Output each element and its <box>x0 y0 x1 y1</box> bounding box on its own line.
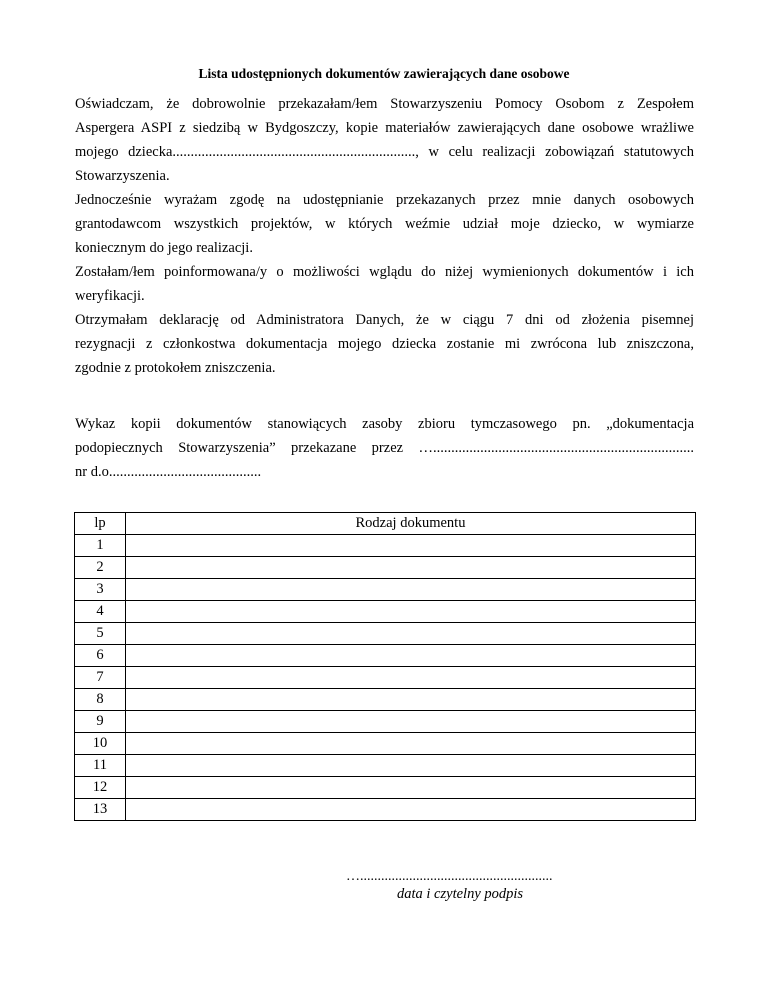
row-number: 1 <box>75 535 126 557</box>
document-type-cell[interactable] <box>126 623 696 645</box>
resignation-line-1: Otrzymałam deklarację od Administratora Danych, że w ciągu 7 dni od złożenia pisemnej <box>75 312 694 328</box>
table-row <box>75 755 696 777</box>
table-row <box>75 777 696 799</box>
document-type-cell[interactable] <box>126 799 696 821</box>
document-type-cell[interactable] <box>126 689 696 711</box>
information-line-2: weryfikacji. <box>75 288 145 304</box>
row-number: 5 <box>75 623 126 645</box>
document-type-cell[interactable] <box>126 667 696 689</box>
declaration-line-2: Aspergera ASPI z siedzibą w Bydgoszczy, kopie materiałów zawierających dane osobowe wrażliwe <box>75 120 694 136</box>
table-row <box>75 799 696 821</box>
row-number: 13 <box>75 799 126 821</box>
table-row <box>75 601 696 623</box>
declaration-line-4: Stowarzyszenia. <box>75 168 170 184</box>
document-title: Lista udostępnionych dokumentów zawierających dane osobowe <box>198 66 570 81</box>
table-row <box>75 623 696 645</box>
table-row <box>75 733 696 755</box>
table-row <box>75 579 696 601</box>
table-row <box>75 667 696 689</box>
table-row <box>75 645 696 667</box>
declaration-line-3: mojego dziecka..................................................................., w celu realizacji zobowiązań statutowych <box>75 144 694 160</box>
inventory-line-2: podopiecznych Stowarzyszenia” przekazane przez …........................................................................ <box>75 440 694 456</box>
table-row <box>75 689 696 711</box>
document-type-cell[interactable] <box>126 535 696 557</box>
documents-table <box>74 512 696 821</box>
consent-line-2: grantodawcom wszystkich projektów, w których weźmie udział moje dziecko, w wymiarze <box>75 216 694 232</box>
row-number: 7 <box>75 667 126 689</box>
row-number: 2 <box>75 557 126 579</box>
document-type-cell[interactable] <box>126 777 696 799</box>
document-type-cell[interactable] <box>126 755 696 777</box>
consent-paragraph-end <box>75 236 694 260</box>
document-type-cell[interactable] <box>126 557 696 579</box>
information-paragraph-end <box>75 284 694 308</box>
header-lp: lp <box>75 513 126 535</box>
document-type-cell[interactable] <box>126 711 696 733</box>
row-number: 6 <box>75 645 126 667</box>
document-type-cell[interactable] <box>126 645 696 667</box>
information-line-1: Zostałam/łem poinformowana/y o możliwości wglądu do niżej wymienionych dokumentów i ich <box>75 264 694 280</box>
table-row <box>75 535 696 557</box>
resignation-line-3: zgodnie z protokołem zniszczenia. <box>75 360 276 376</box>
information-paragraph <box>75 260 694 284</box>
signature-label: data i czytelny podpis <box>397 886 524 902</box>
table-body <box>75 535 696 821</box>
table-row <box>75 557 696 579</box>
inventory-paragraph <box>75 412 694 460</box>
declaration-paragraph-end <box>75 164 694 188</box>
consent-line-1: Jednocześnie wyrażam zgodę na udostępnianie przekazanych przez mnie danych osobowych <box>75 192 694 208</box>
resignation-paragraph <box>75 308 694 356</box>
document-type-cell[interactable] <box>126 579 696 601</box>
row-number: 4 <box>75 601 126 623</box>
document-type-cell[interactable] <box>126 601 696 623</box>
inventory-line-1: Wykaz kopii dokumentów stanowiących zasoby zbioru tymczasowego pn. „dokumentacja <box>75 416 694 432</box>
row-number: 10 <box>75 733 126 755</box>
row-number: 8 <box>75 689 126 711</box>
declaration-paragraph <box>75 92 694 164</box>
declaration-line-1: Oświadczam, że dobrowolnie przekazałam/łem Stowarzyszeniu Pomocy Osobom z Zespołem <box>75 96 694 112</box>
consent-line-3: koniecznym do jego realizacji. <box>75 240 253 256</box>
document-type-cell[interactable] <box>126 733 696 755</box>
table-header-row <box>75 513 696 535</box>
header-document-type: Rodzaj dokumentu <box>126 513 696 535</box>
signature-line: …....................................................... <box>346 869 553 884</box>
row-number: 11 <box>75 755 126 777</box>
row-number: 3 <box>75 579 126 601</box>
consent-paragraph <box>75 188 694 236</box>
resignation-line-2: rezygnacji z członkostwa dokumentacja mojego dziecka zostanie mi zwrócona lub zniszczona, <box>75 336 694 352</box>
row-number: 9 <box>75 711 126 733</box>
resignation-paragraph-end <box>75 356 694 380</box>
inventory-line-3: nr d.o.......................................... <box>75 464 262 480</box>
row-number: 12 <box>75 777 126 799</box>
table-row <box>75 711 696 733</box>
inventory-paragraph-end <box>75 460 694 484</box>
